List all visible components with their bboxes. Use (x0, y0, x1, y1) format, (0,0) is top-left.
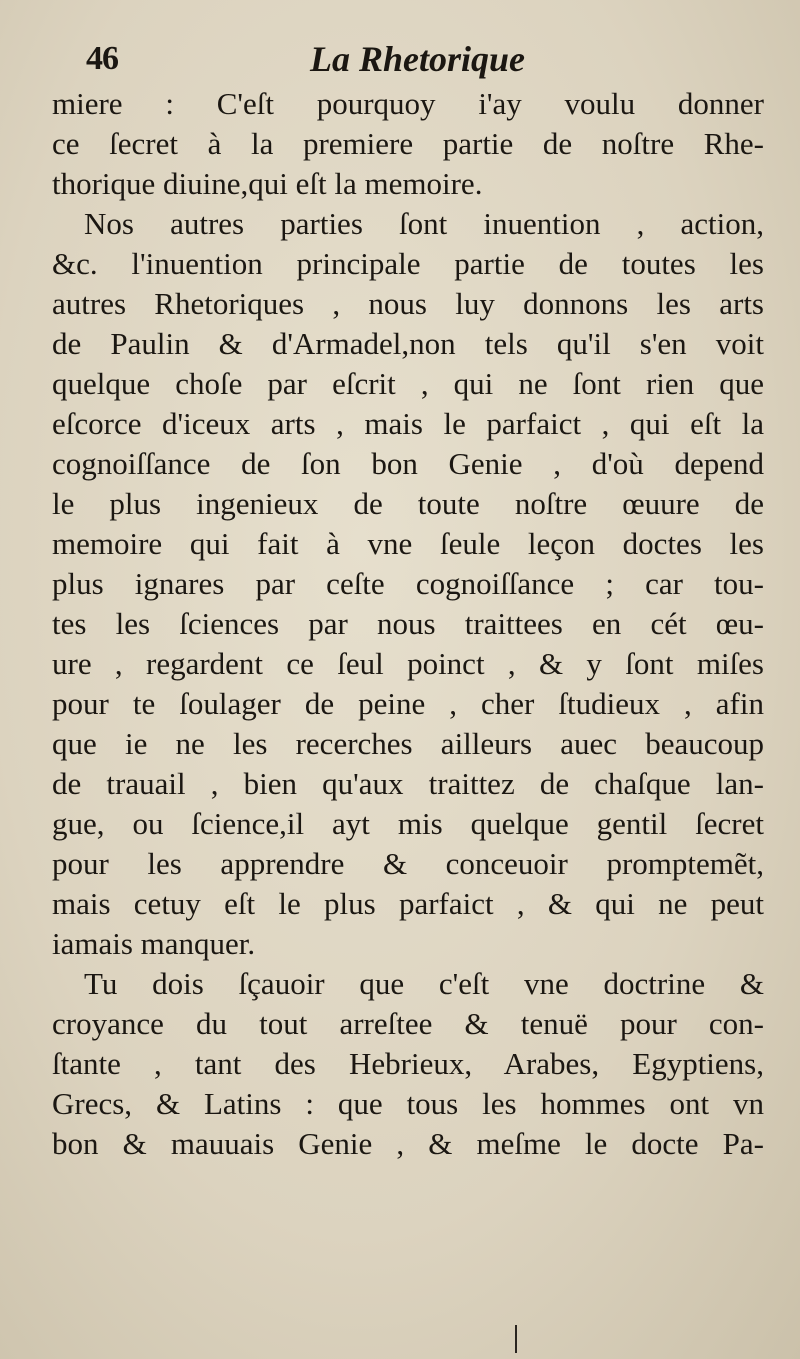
text-line: autres Rhetoriques , nous luy donnons les arts (52, 286, 764, 321)
text-line: bon & mauuais Genie , & meſme le docte Pa- (52, 1126, 764, 1161)
text-line: croyance du tout arreſtee & tenuë pour con- (52, 1006, 764, 1041)
text-line: que ie ne les recerches ailleurs auec beaucoup (52, 726, 764, 761)
text-line: gue, ou ſcience,il ayt mis quelque gentil ſecret (52, 806, 764, 841)
text-line: ſtante , tant des Hebrieux, Arabes, Egyptiens, (52, 1046, 764, 1081)
text-line: Nos autres parties ſont inuention , action, (84, 206, 764, 241)
text-line: cognoiſſance de ſon bon Genie , d'où depend (52, 446, 764, 481)
body-text (52, 84, 764, 1164)
text-line: le plus ingenieux de toute noſtre œuure de (52, 486, 764, 521)
text-line: eſcorce d'iceux arts , mais le parfaict , qui eſt la (52, 406, 764, 441)
text-line: de trauail , bien qu'aux traittez de chaſque lan- (52, 766, 764, 801)
text-line: de Paulin & d'Armadel,non tels qu'il s'en voit (52, 326, 764, 361)
page-number: 46 (86, 40, 118, 77)
page-header (80, 36, 760, 88)
text-line: plus ignares par ceſte cognoiſſance ; car tou- (52, 566, 764, 601)
text-line: &c. l'inuention principale partie de toutes les (52, 246, 764, 281)
text-line: quelque choſe par eſcrit , qui ne ſont rien que (52, 366, 764, 401)
text-line: pour te ſoulager de peine , cher ſtudieux , afin (52, 686, 764, 721)
text-line: memoire qui fait à vne ſeule leçon doctes les (52, 526, 764, 561)
text-line: Grecs, & Latins : que tous les hommes ont vn (52, 1086, 764, 1121)
text-line: miere : C'eſt pourquoy i'ay voulu donner (52, 86, 764, 121)
text-line: tes les ſciences par nous traittees en cét œu- (52, 606, 764, 641)
text-line: iamais manquer. (52, 926, 256, 961)
text-line: Tu dois ſçauoir que c'eſt vne doctrine & (84, 966, 764, 1001)
text-line: mais cetuy eſt le plus parfaict , & qui ne peut (52, 886, 764, 921)
text-line: pour les apprendre & conceuoir promptemẽt, (52, 846, 764, 881)
binding-mark (515, 1325, 517, 1353)
text-line: ce ſecret à la premiere partie de noſtre Rhe- (52, 126, 764, 161)
text-line: ure , regardent ce ſeul poinct , & y ſont miſes (52, 646, 764, 681)
text-line: thorique diuine,qui eſt la memoire. (52, 166, 483, 201)
running-head: La Rhetorique (310, 39, 526, 79)
